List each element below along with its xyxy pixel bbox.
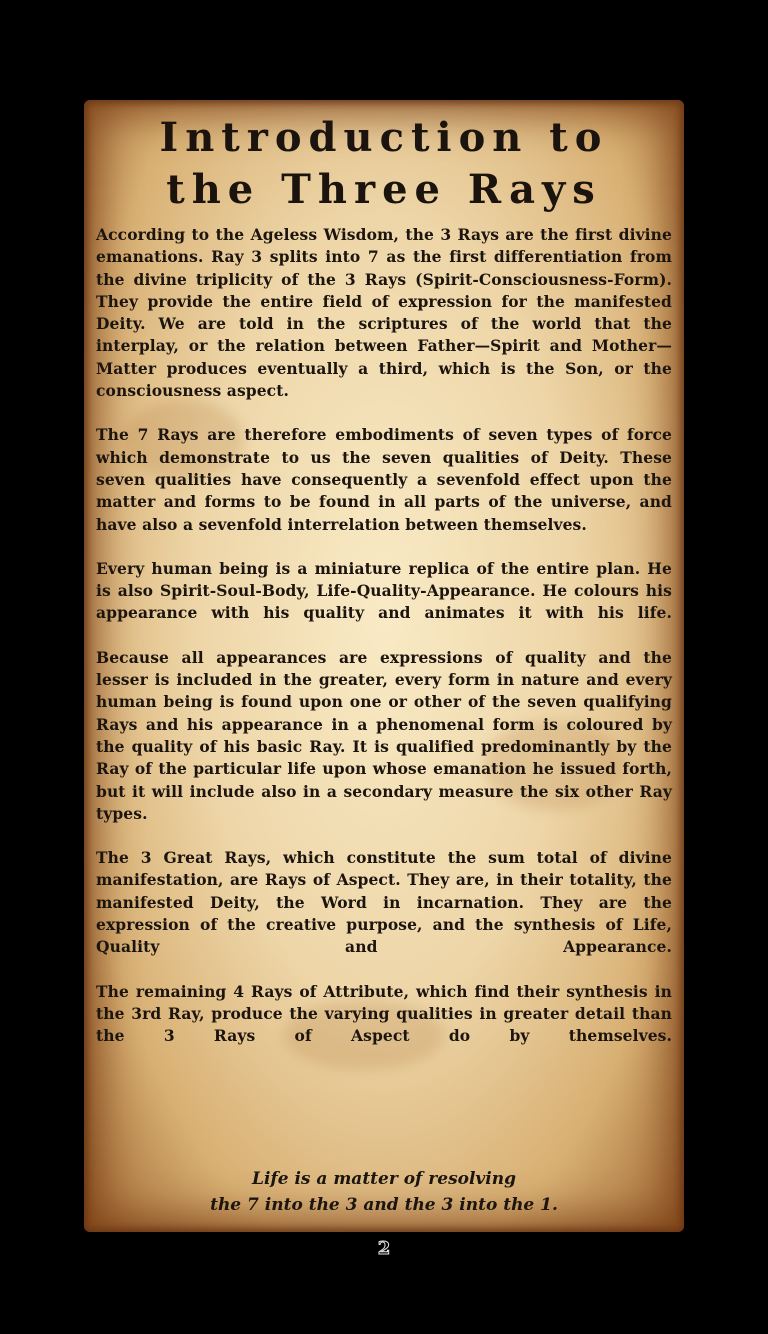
paragraph-human-being: Every human being is a miniature replica of the entire plan. He is also Spirit-Soul-Body, Life-Quality-Appearance. He colours his appearance with his quality and animates it with his life.: [96, 558, 672, 623]
page-title: [84, 112, 684, 216]
paragraph-rays-of-attribute: The remaining 4 Rays of Attribute, which find their synthesis in the 3rd Ray, produce the varying qualities in greater detail than the 3 Rays of Aspect do by themselves.: [96, 981, 672, 1046]
paragraph-great-rays: The 3 Great Rays, which constitute the sum total of divine manifestation, are Rays of Aspect. They are, in their totality, the manifested Deity, the Word in incarnation. They are the expression of the creative purpose, and the synthesis of Life, Quality and Appearance.: [96, 848, 672, 957]
closing-quote: [84, 1166, 684, 1218]
title-line-2: the Three Rays: [166, 166, 602, 213]
paragraph-seven-rays: The 7 Rays are therefore embodiments of seven types of force which demonstrate to us the seven qualities of Deity. These seven qualities have consequently a sevenfold effect upon the matter and forms to be found in all parts of the universe, and have also a sevenfold interrelation between themselves.: [96, 425, 672, 534]
paragraph-appearances: Because all appearances are expressions of quality and the lesser is included in the greater, every form in nature and every human being is found upon one or other of the seven qualifying Rays and his appearance in a phenomenal form is coloured by the quality of his basic Ray. It is qualified predominantly by the Ray of the particular life upon whose emanation he issued forth, but it will include also in a secondary measure the six other Ray types.: [96, 647, 672, 823]
quote-line-1: Life is a matter of resolving: [251, 1169, 517, 1189]
page-number: 2: [377, 1238, 391, 1259]
paragraph-ageless-wisdom: According to the Ageless Wisdom, the 3 Rays are the first divine emanations. Ray 3 splits into 7 as the first differentiation from the divine triplicity of the 3 Rays (Spirit-Consciousness-Form). They provide the entire field of expression for the manifested Deity. We are told in the scriptures of the world that the interplay, or the relation between Father—Spirit and Mother—Matter produces eventually a third, which is the Son, or the consciousness aspect.: [96, 225, 672, 401]
parchment-card: [84, 100, 684, 1232]
body-text: [96, 224, 672, 1070]
quote-line-2: the 7 into the 3 and the 3 into the 1.: [210, 1195, 558, 1215]
title-line-1: Introduction to: [159, 114, 609, 161]
